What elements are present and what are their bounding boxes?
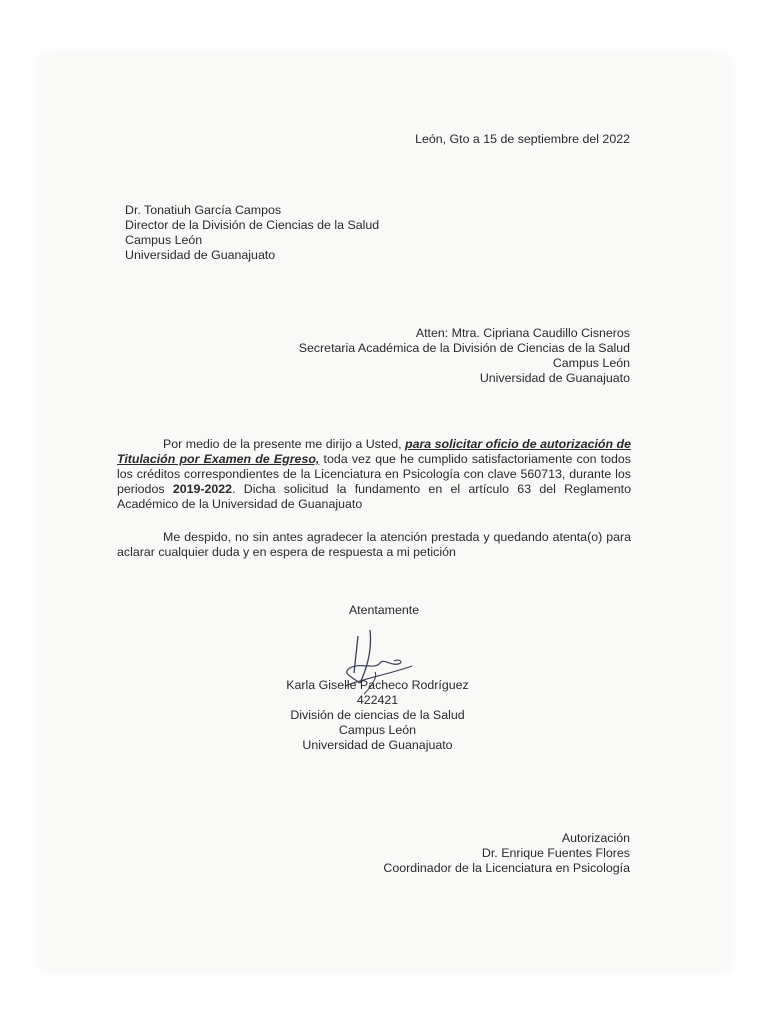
- recipient-position: Director de la División de Ciencias de la Salud: [125, 218, 380, 232]
- body-text-intro: Por medio de la presente me dirijo a Usted,: [163, 437, 405, 451]
- body-paragraph-1: [117, 437, 631, 512]
- signer-name: Karla Giselle Pacheco Rodríguez: [286, 678, 469, 692]
- atten-block: [299, 326, 630, 386]
- recipient-university: Universidad de Guanajuato: [125, 248, 276, 262]
- recipient-campus: Campus León: [125, 233, 203, 247]
- signer-id: 422421: [356, 693, 399, 707]
- atten-campus: Campus León: [552, 356, 630, 370]
- atten-position: Secretaria Académica de la División de Ciencias de la Salud: [298, 341, 630, 355]
- signer-university: Universidad de Guanajuato: [302, 738, 453, 752]
- body-text-regulation: . Dicha solicitud la fundamento en el artículo 63 del Reglamento Académico de la Universidad de Guanajuato: [117, 482, 631, 511]
- signer-campus: Campus León: [338, 723, 417, 737]
- body-text-credits: toda vez que he cumplido satisfactoriamente con todos los créditos correspondientes de la Licenciatura en Psicología con clave 560713, durante los periodos: [117, 452, 631, 496]
- letter-date: León, Gto a 15 de septiembre del 2022: [415, 132, 630, 146]
- body-text-farewell: Me despido, no sin antes agradecer la atención prestada y quedando atenta(o) para aclarar cualquier duda y en espera de respuesta a mi petición: [117, 530, 631, 559]
- authorization-position: Coordinador de la Licenciatura en Psicología: [383, 861, 630, 875]
- recipient-block: [125, 203, 379, 263]
- atten-name: Atten: Mtra. Cipriana Caudillo Cisneros: [415, 326, 630, 340]
- recipient-name: Dr. Tonatiuh García Campos: [125, 203, 282, 217]
- authorization-block: [383, 831, 630, 876]
- closing: Atentamente: [348, 603, 420, 617]
- authorization-label: Autorización: [561, 831, 630, 845]
- authorization-name: Dr. Enrique Fuentes Flores: [481, 846, 630, 860]
- body-text-request: para solicitar oficio de autorización de Titulación por Examen de Egreso,: [117, 437, 631, 466]
- body-text-periods: 2019-2022: [172, 482, 233, 496]
- body-paragraph-2: [117, 530, 631, 560]
- signer-block: [250, 678, 505, 753]
- atten-university: Universidad de Guanajuato: [479, 371, 630, 385]
- signer-division: División de ciencias de la Salud: [290, 708, 465, 722]
